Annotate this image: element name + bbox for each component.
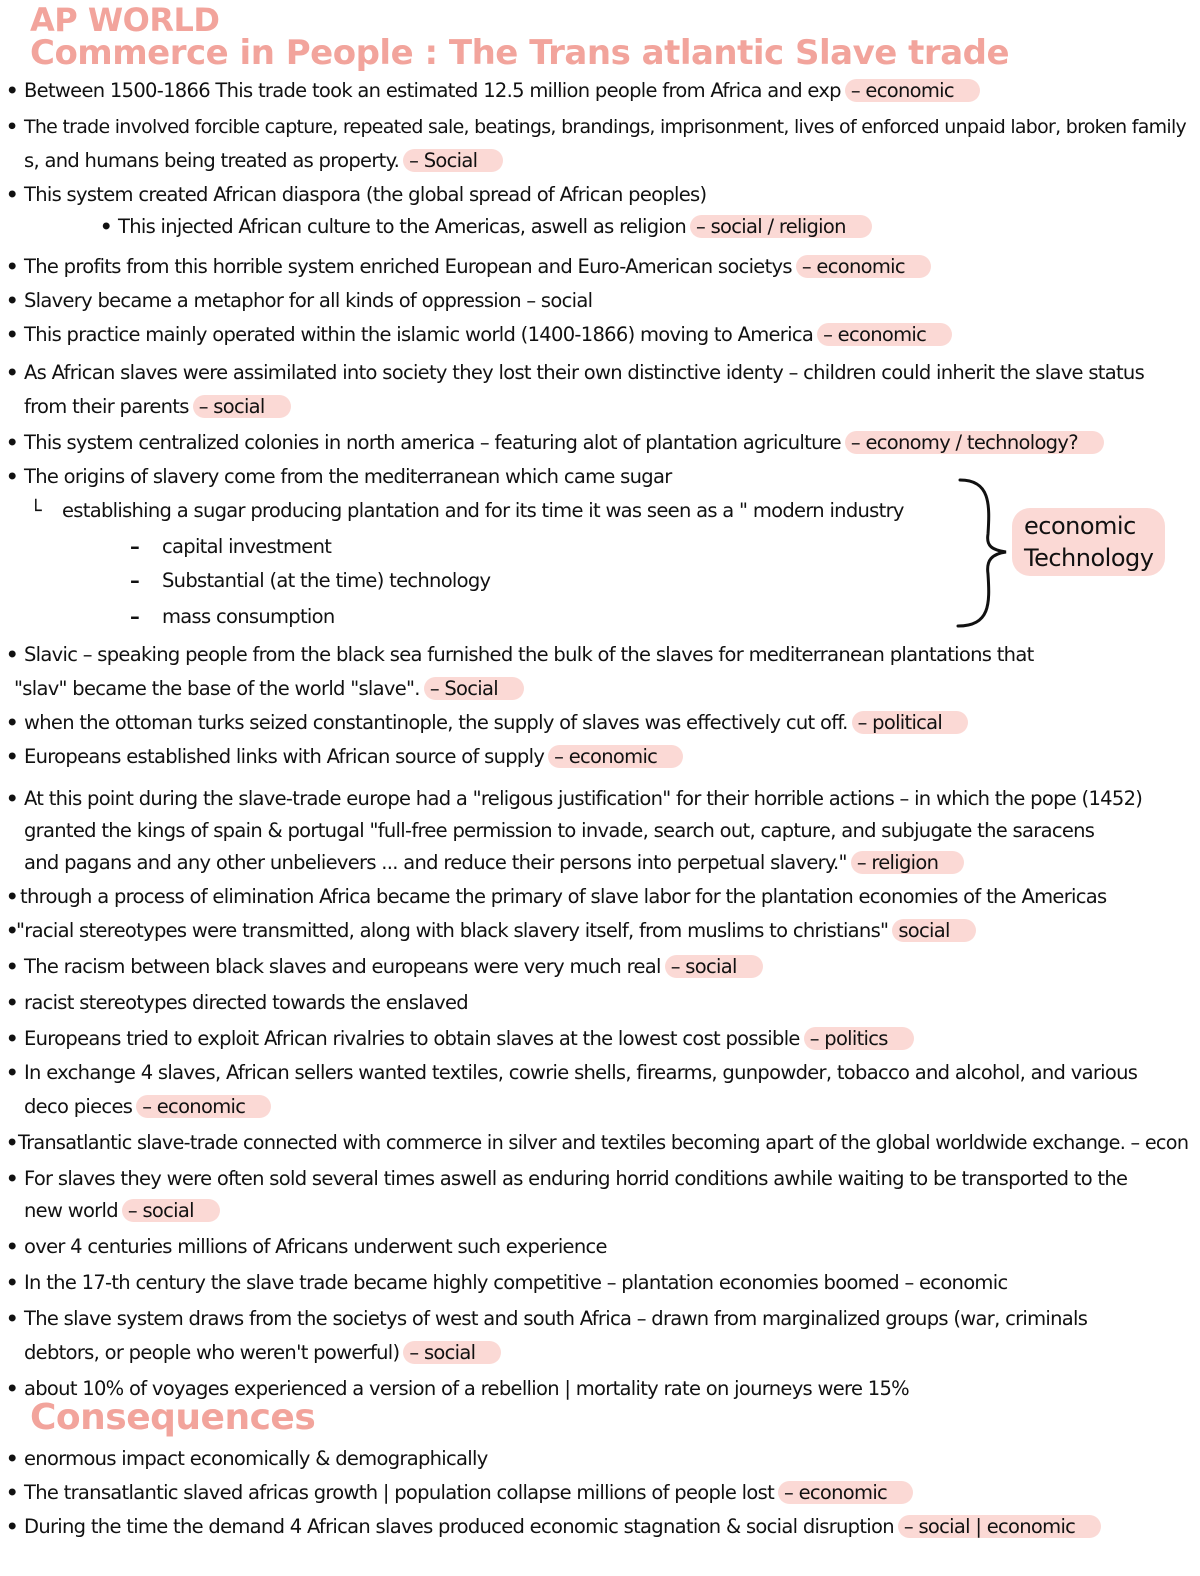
- note-line: [0, 462, 1200, 492]
- note-line: [0, 1478, 1200, 1508]
- note-text: granted the kings of spain & portugal "full-free permission to invade, search out, capture, and subjugate the saracens: [24, 819, 1095, 842]
- note-line: [0, 784, 1200, 814]
- category-tag: – politics: [804, 1027, 914, 1050]
- bullet: –: [130, 569, 140, 592]
- side-tag: economic: [1024, 512, 1136, 540]
- curly-brace-icon: [950, 474, 1010, 634]
- category-tag: – economy / technology?: [845, 431, 1104, 454]
- category-tag: – social: [193, 395, 291, 418]
- note-line: [0, 1304, 1200, 1334]
- note-text: For slaves they were often sold several times aswell as enduring horrid conditions awhile waiting to be transported to the: [24, 1167, 1128, 1190]
- note-text-wrap: [24, 1058, 1137, 1088]
- note-line: [0, 1092, 1200, 1122]
- note-line: [0, 1164, 1200, 1194]
- note-text-wrap: [24, 848, 964, 878]
- note-text: about 10% of voyages experienced a version of a rebellion | mortality rate on journeys were 15%: [24, 1377, 909, 1400]
- bullet: •: [6, 745, 18, 768]
- note-text-wrap: [162, 566, 490, 596]
- note-text-wrap: [118, 212, 872, 242]
- category-tag: – economic: [136, 1095, 271, 1118]
- consequences-heading: Consequences: [30, 1397, 316, 1438]
- note-text: Europeans tried to exploit African rivalries to obtain slaves at the lowest cost possible: [24, 1027, 800, 1050]
- course-title: AP WORLD: [30, 1, 220, 39]
- bullet: •: [100, 215, 112, 238]
- bullet: •: [6, 787, 18, 810]
- note-line: [0, 358, 1200, 388]
- note-text-wrap: [24, 784, 1142, 814]
- note-line: [0, 252, 1200, 282]
- note-text: The profits from this horrible system enriched European and Euro-American societys: [24, 255, 792, 278]
- bullet: •: [6, 1131, 18, 1154]
- bullet: •: [6, 323, 18, 346]
- note-line: [0, 916, 1200, 946]
- bullet: –: [130, 535, 140, 558]
- note-text: "slav" became the base of the world "slave".: [14, 677, 420, 700]
- note-line: [0, 640, 1200, 670]
- note-line: [0, 1268, 1200, 1298]
- note-line: [0, 146, 1200, 176]
- note-line: [0, 1058, 1200, 1088]
- note-text: deco pieces: [24, 1095, 133, 1118]
- note-text: The transatlantic slaved africas growth | population collapse millions of people lost: [24, 1481, 775, 1504]
- note-line: [0, 1232, 1200, 1262]
- bullet: •: [6, 919, 18, 942]
- category-tag: – social: [122, 1199, 220, 1222]
- bullet: •: [6, 643, 18, 666]
- note-text-wrap: [162, 602, 335, 632]
- note-text: Transatlantic slave-trade connected with commerce in silver and textiles becoming apart of the global worldwide exchange. – econ: [18, 1131, 1189, 1154]
- category-tag: social: [892, 919, 975, 942]
- note-line: [0, 1444, 1200, 1474]
- note-text-wrap: [24, 358, 1144, 388]
- bullet: •: [6, 1271, 18, 1294]
- bullet: •: [6, 255, 18, 278]
- bullet: •: [6, 991, 18, 1014]
- note-text: This injected African culture to the Americas, aswell as religion: [118, 215, 687, 238]
- bullet: •: [6, 1447, 18, 1470]
- category-tag: – political: [852, 711, 969, 734]
- note-text-wrap: [24, 320, 952, 350]
- note-text-wrap: [24, 1512, 1101, 1542]
- note-text-wrap: [24, 1478, 913, 1508]
- note-text-wrap: [24, 428, 1104, 458]
- note-text: This system created African diaspora (the global spread of African peoples): [24, 183, 707, 206]
- note-text-wrap: [24, 1444, 488, 1474]
- side-category-box: [1012, 508, 1165, 576]
- bullet: •: [6, 289, 18, 312]
- note-text: This practice mainly operated within the islamic world (1400-1866) moving to America: [24, 323, 814, 346]
- note-text: Slavery became a metaphor for all kinds of oppression – social: [24, 289, 593, 312]
- note-text-wrap: [24, 988, 468, 1018]
- note-text: Between 1500-1866 This trade took an estimated 12.5 million people from Africa and exp: [24, 79, 841, 102]
- note-text-wrap: [24, 1232, 607, 1262]
- note-text-wrap: [24, 1268, 1007, 1298]
- note-text: The origins of slavery come from the mediterranean which came sugar: [24, 465, 672, 488]
- note-line: [0, 816, 1200, 846]
- bullet: •: [6, 1061, 18, 1084]
- note-line: [0, 428, 1200, 458]
- note-text: establishing a sugar producing plantation and for its time it was seen as a " modern industry: [62, 499, 904, 522]
- note-text-wrap: [24, 742, 683, 772]
- note-text: capital investment: [162, 535, 332, 558]
- note-line: [0, 742, 1200, 772]
- note-line: [0, 952, 1200, 982]
- note-text-wrap: [24, 392, 291, 422]
- note-text-wrap: [62, 496, 904, 526]
- note-text-wrap: [14, 674, 524, 704]
- note-text: During the time the demand 4 African slaves produced economic stagnation & social disruption: [24, 1515, 894, 1538]
- bullet: –: [130, 605, 140, 628]
- topic-title: Commerce in People : The Trans atlantic Slave trade: [30, 33, 1010, 73]
- category-tag: – social: [665, 955, 763, 978]
- note-text: As African slaves were assimilated into society they lost their own distinctive identy – children could inherit the slave status: [24, 361, 1145, 384]
- note-text-wrap: [24, 816, 1094, 846]
- note-line: [0, 286, 1200, 316]
- note-text: from their parents: [24, 395, 189, 418]
- bullet: •: [6, 465, 18, 488]
- note-text-wrap: [24, 146, 503, 176]
- bullet: •: [6, 711, 18, 734]
- note-text-wrap: [162, 532, 331, 562]
- note-text: over 4 centuries millions of Africans underwent such experience: [24, 1235, 607, 1258]
- category-tag: – economic: [778, 1481, 913, 1504]
- note-text: debtors, or people who weren't powerful): [24, 1341, 400, 1364]
- note-text: The slave system draws from the societys of west and south Africa – drawn from marginalized groups (war, criminals: [24, 1307, 1088, 1330]
- note-line: [0, 1024, 1200, 1054]
- note-line: [0, 1196, 1200, 1226]
- note-text: "racial stereotypes were transmitted, along with black slavery itself, from muslims to christians": [16, 919, 889, 942]
- note-text: Europeans established links with African source of supply: [24, 745, 545, 768]
- category-tag: – Social: [424, 677, 524, 700]
- note-text-wrap: [24, 462, 672, 492]
- note-text-wrap: [24, 1196, 220, 1226]
- note-line: [0, 882, 1200, 912]
- bullet: •: [6, 1027, 18, 1050]
- category-tag: – religion: [851, 851, 964, 874]
- note-text-wrap: [16, 916, 976, 946]
- note-text-wrap: [24, 1164, 1127, 1194]
- bullet: •: [6, 1167, 18, 1190]
- bullet: •: [6, 79, 18, 102]
- note-text-wrap: [24, 1304, 1087, 1334]
- note-line: [0, 320, 1200, 350]
- note-line: [0, 1512, 1200, 1542]
- note-text: new world: [24, 1199, 118, 1222]
- category-tag: – social | economic: [898, 1515, 1101, 1538]
- bullet: •: [6, 183, 18, 206]
- note-text: In exchange 4 slaves, African sellers wanted textiles, cowrie shells, firearms, gunpowder, tobacco and alcohol, and various: [24, 1061, 1138, 1084]
- category-tag: – social: [403, 1341, 501, 1364]
- bullet: •: [6, 955, 18, 978]
- note-text: Substantial (at the time) technology: [162, 569, 491, 592]
- bullet: •: [6, 1377, 18, 1400]
- note-line: [0, 1128, 1200, 1158]
- bullet: •: [6, 361, 18, 384]
- category-tag: – Social: [403, 149, 503, 172]
- note-text: s, and humans being treated as property.: [24, 149, 400, 172]
- note-text-wrap: [24, 252, 931, 282]
- note-line: [0, 76, 1200, 106]
- note-text: Slavic – speaking people from the black sea furnished the bulk of the slaves for mediterranean plantations that: [24, 643, 1034, 666]
- side-tag: Technology: [1024, 544, 1154, 572]
- note-text-wrap: [24, 1338, 501, 1368]
- note-text: This system centralized colonies in north america – featuring alot of plantation agriculture: [24, 431, 841, 454]
- note-text: and pagans and any other unbelievers ... and reduce their persons into perpetual slavery.": [24, 851, 847, 874]
- note-text: The racism between black slaves and europeans were very much real: [24, 955, 661, 978]
- note-text-wrap: [24, 76, 980, 106]
- category-tag: – social / religion: [690, 215, 872, 238]
- note-text: racist stereotypes directed towards the enslaved: [24, 991, 468, 1014]
- note-text: mass consumption: [162, 605, 335, 628]
- bullet: •: [6, 431, 18, 454]
- bullet: •: [6, 1515, 18, 1538]
- category-tag: – economic: [817, 323, 952, 346]
- note-line: [0, 988, 1200, 1018]
- bullet: •: [6, 885, 18, 908]
- note-text-wrap: [24, 1024, 914, 1054]
- note-text-wrap: [24, 708, 968, 738]
- note-line: [0, 392, 1200, 422]
- note-text-wrap: [24, 952, 763, 982]
- note-line: [0, 848, 1200, 878]
- note-line: [0, 112, 1200, 142]
- note-text-wrap: [20, 882, 1106, 912]
- note-text: The trade involved forcible capture, repeated sale, beatings, brandings, imprisonment, lives of enforced unpaid labor, broken family: [24, 116, 1187, 138]
- bullet: •: [6, 1307, 18, 1330]
- note-text: enormous impact economically & demographically: [24, 1447, 488, 1470]
- note-text: At this point during the slave-trade europe had a "religous justification" for their horrible actions – in which the pope (1452): [24, 787, 1143, 810]
- note-text-wrap: [24, 1092, 271, 1122]
- bullet: •: [6, 1235, 18, 1258]
- note-line: [0, 708, 1200, 738]
- note-text: through a process of elimination Africa became the primary of slave labor for the plantation economies of the Americas: [20, 885, 1107, 908]
- note-text-wrap: [24, 286, 592, 316]
- note-line: [0, 1338, 1200, 1368]
- note-text: when the ottoman turks seized constantinople, the supply of slaves was effectively cut off.: [24, 711, 848, 734]
- note-line: [0, 212, 1200, 242]
- note-text-wrap: [24, 112, 1186, 142]
- note-text-wrap: [18, 1128, 1188, 1158]
- bullet: •: [6, 116, 18, 138]
- category-tag: – economic: [845, 79, 980, 102]
- note-text: In the 17-th century the slave trade became highly competitive – plantation economies boomed – economic: [24, 1271, 1008, 1294]
- note-text-wrap: [24, 180, 706, 210]
- note-text-wrap: [24, 640, 1034, 670]
- category-tag: – economic: [796, 255, 931, 278]
- note-line: [0, 674, 1200, 704]
- note-line: [0, 180, 1200, 210]
- category-tag: – economic: [548, 745, 683, 768]
- bullet: └: [30, 499, 42, 522]
- note-line: [0, 602, 1200, 632]
- bullet: •: [6, 1481, 18, 1504]
